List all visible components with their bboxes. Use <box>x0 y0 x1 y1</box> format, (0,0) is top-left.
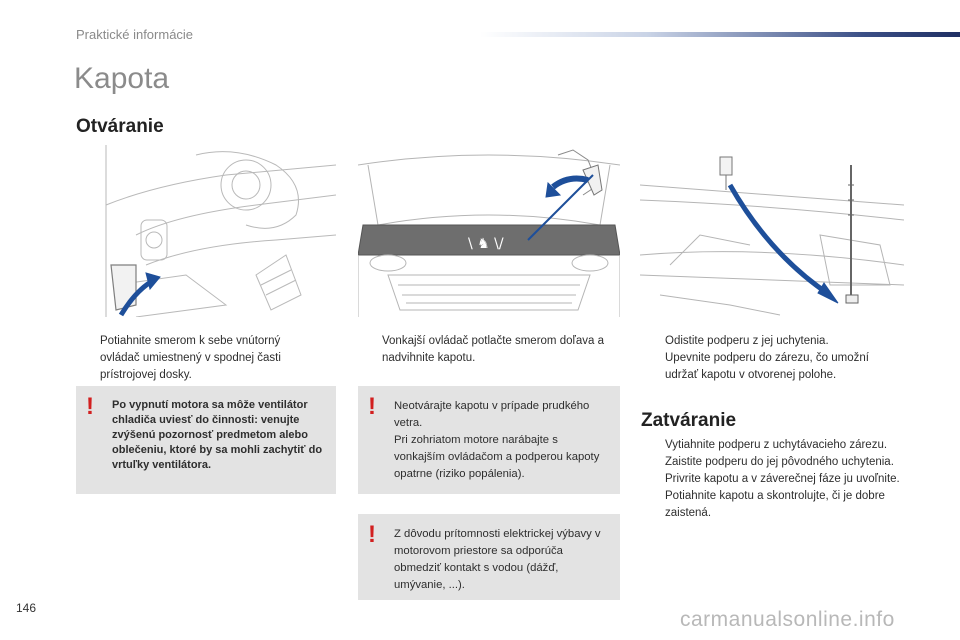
list-item <box>641 454 903 471</box>
list-item <box>641 437 903 454</box>
warning-icon: ! <box>86 393 94 420</box>
warning-icon: ! <box>368 393 376 420</box>
warning-text-fan: Po vypnutí motora sa môže ventilátor chladiča uviesť do činnosti: venujte zvýšenú pozornosť predmetom alebo oblečeniu, ktoré by sa mohli zachytiť do vrtuľky ventilátora. <box>112 399 323 471</box>
section-title-closing: Zatváranie <box>641 410 737 431</box>
closing-step-text: Potiahnite kapotu a skontrolujte, či je dobre zaistená. <box>665 490 885 519</box>
header-accent-bar <box>480 32 960 37</box>
list-item <box>641 471 903 488</box>
opening-step-1 <box>76 333 316 384</box>
illustration-interior-lever <box>76 145 336 317</box>
warning-icon: ! <box>368 521 376 548</box>
warning-text-wind: Neotvárajte kapotu v prípade prudkého vetra. <box>394 400 590 429</box>
opening-step-3b-text: Upevnite podperu do zárezu, čo umožní udržať kapotu v otvorenej polohe. <box>665 352 869 381</box>
illustration-exterior-control <box>358 145 620 317</box>
page-number: 146 <box>16 601 37 615</box>
closing-step-text: Privrite kapotu a v záverečnej fáze ju uvoľnite. <box>665 473 900 485</box>
page-title: Kapota <box>74 62 170 95</box>
opening-step-3 <box>641 333 901 384</box>
closing-step-text: Zaistite podperu do jej pôvodného uchytenia. <box>665 456 894 468</box>
list-item <box>641 350 901 384</box>
opening-step-2 <box>358 333 620 367</box>
watermark: carmanualsonline.info <box>680 608 895 631</box>
warning-text-water: Z dôvodu prítomnosti elektrickej výbavy v motorovom priestore sa odporúča obmedziť kontakt s vodou (dážď, umývanie, ...). <box>394 528 601 591</box>
svg-text:\ ♞ \/: \ ♞ \/ <box>468 236 504 252</box>
opening-step-3a-text: Odistite podperu z jej uchytenia. <box>665 335 829 347</box>
illustration-support-rod <box>640 145 904 317</box>
warning-box-fan <box>76 386 336 494</box>
warning-text-wind-heat <box>394 398 610 483</box>
warning-box-wind-heat <box>358 386 620 494</box>
warning-box-water <box>358 514 620 600</box>
header-section-label: Praktické informácie <box>76 27 194 42</box>
warning-text-heat: Pri zohriatom motore narábajte s vonkajším ovládačom a podperou kapoty opatrne (riziko popálenia). <box>394 434 600 480</box>
list-item <box>76 333 316 384</box>
section-title-opening: Otváranie <box>76 116 164 137</box>
closing-step-text: Vytiahnite podperu z uchytávacieho zárezu. <box>665 439 888 451</box>
list-item <box>641 333 901 350</box>
list-item <box>358 333 620 367</box>
list-item <box>641 488 903 522</box>
closing-steps <box>641 437 903 522</box>
opening-step-1-text: Potiahnite smerom k sebe vnútorný ovládač umiestnený v spodnej časti prístrojovej dosky. <box>100 335 281 381</box>
opening-step-2-text: Vonkajší ovládač potlačte smerom doľava a nadvihnite kapotu. <box>382 335 604 364</box>
